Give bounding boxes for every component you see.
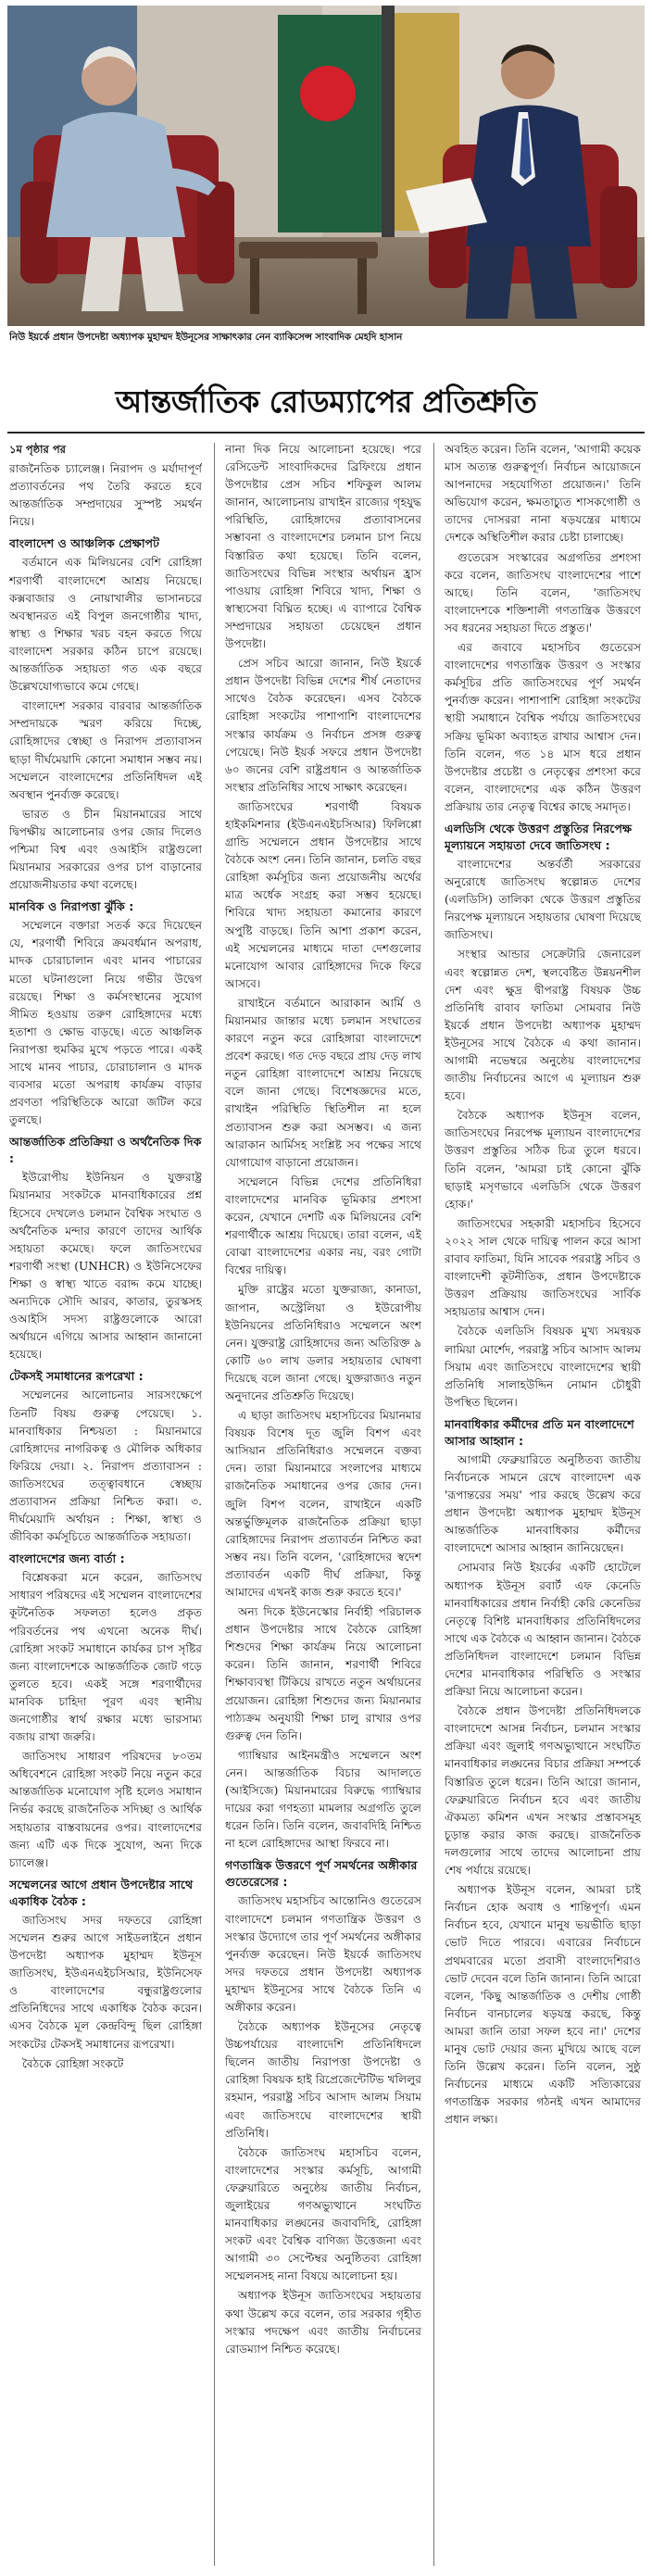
article-column-3 bbox=[445, 441, 641, 2568]
column-divider-2 bbox=[433, 443, 434, 2566]
paragraph: মুক্তি রাষ্ট্রের মতো যুক্তরাজ্য, কানাডা, জাপান, অস্ট্রেলিয়া ও ইউরোপীয় ইউনিয়নের প্রতিনিধিরাও সম্মেলনে অংশ নেন। যুক্তরাষ্ট্র রোহিঙ্গাদের জন্য অতিরিক্ত ৯ কোটি ৬০ লাখ ডলার সহায়তার ঘোষণা দিয়েছে বলে জানা গেছে। যুক্তরাজ্যও নতুন অনুদানের প্রতিশ্রুতি দিয়েছে। bbox=[225, 1283, 421, 1402]
subheading: বাংলাদেশ ও আঞ্চলিক প্রেক্ষাপট bbox=[9, 536, 159, 551]
paragraph: জাতিসংঘ সদর দফতরে রোহিঙ্গা সম্মেলন শুরুর আগে সাইডলাইনে প্রধান উপদেষ্টা অধ্যাপক মুহাম্মদ ইউনূস জাতিসংঘ, ইউএনএইচসিআর, ইউনিসেফ ও বাংলাদেশের বন্ধুরাষ্ট্রগুলোর প্রতিনিধিদের সাথে একাধিক বৈঠক করেন। এসব বৈঠকে মূল কেন্দ্রবিন্দু ছিল রোহিঙ্গা সংকটের টেকসই সমাধানের রূপরেখা। bbox=[9, 1913, 202, 2051]
paragraph: রাখাইনে বর্তমানে আরাকান আর্মি ও মিয়ানমার জান্তার মধ্যে চলমান সংঘাতের কারণে নতুন করে রোহিঙ্গারা বাংলাদেশে প্রবেশ করছে। গত দেড় বছরে প্রায় দেড় লাখ নতুন রোহিঙ্গা বাংলাদেশে আশ্রয় নিয়েছে বলে জানা গেছে। বিশেষজ্ঞদের মতে, রাখাইন পরিস্থিতি স্থিতিশীল না হলে প্রত্যাবাসন শুরু করা অসম্ভব। এ জন্য আরাকান আর্মিসহ সংশ্লিষ্ট সব পক্ষের সাথে যোগাযোগ বাড়ানো প্রয়োজন। bbox=[225, 996, 421, 1169]
headline: আন্তর্জাতিক রোডম্যাপের প্রতিশ্রুতি bbox=[115, 383, 537, 420]
paragraph: নানা দিক নিয়ে আলোচনা হয়েছে। পরে রেসিডেন্ট সাংবাদিকদের ব্রিফিংয়ে প্রধান উপদেষ্টার প্রেস সচিব শফিকুল আলম জানান, আলোচনায় রাখাইন রাজ্যের গৃহযুদ্ধ পরিস্থিতি, রোহিঙ্গাদের প্রত্যাবাসনের সম্ভাবনা ও বাংলাদেশের চলমান চাপ নিয়ে বিস্তারিত কথা হয়েছে। তিনি বলেন, জাতিসংঘের বিভিন্ন সংস্থার অর্থায়ন হ্রাস পাওয়ায় রোহিঙ্গা শিবিরে খাদ্য, শিক্ষা ও স্বাস্থ্যসেবা বিঘ্নিত হচ্ছে। এ ব্যাপারে বৈশ্বিক সম্প্রদায়ের সহায়তা চেয়েছেন প্রধান উপদেষ্টা। bbox=[225, 443, 421, 651]
subheading: এলডিসি থেকে উত্তরণ প্রস্তুতির নিরপেক্ষ মূল্যায়নে সহায়তা দেবে জাতিসংঘ : bbox=[445, 821, 633, 852]
paragraph: অবহিত করেন। তিনি বলেন, 'আগামী কয়েক মাস অত্যন্ত গুরুত্বপূর্ণ। নির্বাচন আয়োজনে আপনাদের সহযোগিতা প্রয়োজন।' তিনি অভিযোগ করেন, ক্ষমতাচ্যুত শাসকগোষ্ঠী ও তাদের দোসররা নানা ষড়যন্ত্রের মাধ্যমে দেশকে অস্থিতিশীল করার চেষ্টা চালাচ্ছে। bbox=[445, 443, 641, 545]
subheading: আন্তর্জাতিক প্রতিক্রিয়া ও অর্থনৈতিক দিক : bbox=[9, 1135, 202, 1166]
paragraph: গ্যাম্বিয়ার আইনমন্ত্রীও সম্মেলনে অংশ নেন। আন্তর্জাতিক বিচার আদালতে (আইসিজে) মিয়ানমারের বিরুদ্ধে গ্যাম্বিয়ার দায়ের করা গণহত্যা মামলার অগ্রগতি তুলে ধরেন তিনি। তিনি বলেন, জবাবদিহি নিশ্চিত না হলে রোহিঙ্গাদের আস্থা ফিরবে না। bbox=[225, 1748, 421, 1851]
paragraph: অধ্যাপক ইউনূস জাতিসংঘের সহায়তার কথা উল্লেখ করে বলেন, তার সরকার গৃহীত সংস্কার পদক্ষেপ এবং জাতীয় নির্বাচনের রোডম্যাপ নিশ্চিত করেছে। bbox=[225, 2289, 421, 2356]
flag-green bbox=[278, 15, 389, 232]
paragraph: সোমবার নিউ ইয়র্কের একটি হোটেলে অধ্যাপক ইউনূস রবার্ট এফ কেনেডি মানবাধিকারের প্রধান নির্বাহী কেরি কেনেডির নেতৃত্বে বিশিষ্ট মানবাধিকার প্রতিনিধিদলের সাথে এক বৈঠকে এ আহ্বান জানান। বৈঠকে প্রতিনিধিদল বাংলাদেশে চলমান বিভিন্ন দেশের মানবাধিকার পরিস্থিতি ও সংস্কার প্রক্রিয়া নিয়ে আলোচনা করেন। bbox=[445, 1561, 641, 1699]
subheading: মানবিক ও নিরাপত্তা ঝুঁকি : bbox=[9, 899, 134, 914]
paragraph: ভারত ও চীন মিয়ানমারের সাথে দ্বিপক্ষীয় আলোচনার ওপর জোর দিলেও পশ্চিমা বিশ্ব এবং ওআইসি রাষ্ট্রগুলো মিয়ানমার সরকারের ওপর চাপ বাড়ানোর প্রয়োজনীয়তার কথা বলেছে। bbox=[9, 807, 202, 892]
continued-label: ১ম পৃষ্ঠার পর bbox=[9, 443, 66, 456]
paragraph: সম্মেলনে বিভিন্ন দেশের প্রতিনিধিরা বাংলাদেশের মানবিক ভূমিকার প্রশংসা করেন, যেখানে দেশটি এক মিলিয়নের বেশি শরণার্থীকে আশ্রয় দিয়েছে। তারা বলেন, এই বোঝা বাংলাদেশের একার নয়, বরং গোটা বিশ্বের দায়িত্ব। bbox=[225, 1175, 421, 1277]
paragraph: ইউরোপীয় ইউনিয়ন ও যুক্তরাষ্ট্র মিয়ানমার সংকটকে মানবাধিকারের প্রশ্ন হিসেবে দেখলেও চলমান বৈশ্বিক সংঘাত ও অর্থনৈতিক মন্দার কারণে তাদের আর্থিক সহায়তা কমেছে। ফলে জাতিসংঘের শরণার্থী সংস্থা (UNHCR) ও ইউনিসেফের শিক্ষা ও স্বাস্থ্য খাতে বরাদ্দ কমে যাচ্ছে। অন্যদিকে সৌদি আরব, কাতার, তুরস্কসহ ওআইসি সদস্য রাষ্ট্রগুলোকে আরো অর্থায়নে এগিয়ে আসার আহ্বান জানানো হয়েছে। bbox=[9, 1171, 202, 1362]
subheading: মানবাধিকার কর্মীদের প্রতি মন বাংলাদেশে আসার আহ্বান : bbox=[445, 1416, 634, 1448]
column-divider-1 bbox=[214, 443, 215, 2566]
interview-photo-illustration bbox=[7, 6, 645, 326]
paragraph: সম্মেলনের আলোচনার সারসংক্ষেপে তিনটি বিষয় গুরুত্ব পেয়েছে। ১. মানবাধিকার নিশ্চয়তা : মিয়ানমারে রোহিঙ্গাদের নাগরিকত্ব ও মৌলিক অধিকার ফিরিয়ে দেয়া। ২. নিরাপদ প্রত্যাবাসন : জাতিসংঘের তত্ত্বাবধানে স্বেচ্ছায় প্রত্যাবাসন প্রক্রিয়া নিশ্চিত করা। ৩. দীর্ঘমেয়াদি অর্থায়ন : শিক্ষা, স্বাস্থ্য ও জীবিকা কর্মসূচিতে আন্তর্জাতিক সহায়তা। bbox=[9, 1389, 202, 1544]
paragraph: সংস্থার আন্ডার সেক্রেটারি জেনারেল এবং স্বল্পোন্নত দেশ, স্থলবেষ্টিত উন্নয়নশীল দেশ এবং ক্ষুদ্র দ্বীপরাষ্ট্র বিষয়ক উচ্চ প্রতিনিধি রাবাব ফাতিমা সোমবার নিউ ইয়র্কে প্রধান উপদেষ্টা অধ্যাপক মুহাম্মদ ইউনূসের সাথে বৈঠকে এ কথা জানান। আগামী নভেম্বরে অনুষ্ঠেয় বাংলাদেশের জাতীয় নির্বাচনের আগে এ মূল্যায়ন শুরু হবে। bbox=[445, 948, 641, 1103]
paragraph: অন্য দিকে ইউনেস্কোর নির্বাহী পরিচালক প্রধান উপদেষ্টার সাথে বৈঠকে রোহিঙ্গা শিশুদের শিক্ষা কার্যক্রম নিয়ে আলোচনা করেন। তিনি জানান, শরণার্থী শিবিরে শিক্ষাব্যবস্থা টিকিয়ে রাখতে নতুন অর্থায়নের প্রয়োজন। রোহিঙ্গা শিশুদের জন্য মিয়ানমার পাঠ্যক্রম অনুযায়ী শিক্ষা চালু রাখার ওপর গুরুত্ব দেন তিনি। bbox=[225, 1605, 421, 1742]
paragraph: বিশ্লেষকরা মনে করেন, জাতিসংঘ সাধারণ পরিষদের এই সম্মেলন বাংলাদেশের কূটনৈতিক সফলতা হলেও প্রকৃত পরিবর্তনের পথ এখনো অনেক দীর্ঘ। রোহিঙ্গা সংকট সমাধানে কার্যকর চাপ সৃষ্টির জন্য বাংলাদেশকে আন্তর্জাতিক জোট গড়ে তুলতে হবে। একই সঙ্গে শরণার্থীদের মানবিক চাহিদা পূরণ এবং স্থানীয় জনগোষ্ঠীর স্বার্থ রক্ষার মধ্যে ভারসাম্য বজায় রাখা জরুরি। bbox=[9, 1571, 202, 1744]
interview-photo bbox=[7, 6, 645, 326]
subheading: টেকসই সমাধানের রূপরেখা : bbox=[9, 1369, 144, 1384]
paragraph: জাতিসংঘ মহাসচিব আন্তোনিও গুতেরেস বাংলাদেশে চলমান গণতান্ত্রিক উত্তরণ ও সংস্কার উদ্যোগে তার পূর্ণ সমর্থনের অঙ্গীকার পুনর্ব্যক্ত করেছেন। নিউ ইয়র্কে জাতিসংঘ সদর দফতরে প্রধান উপদেষ্টা অধ্যাপক মুহাম্মদ ইউনূসের সাথে বৈঠকে তিনি এ অঙ্গীকার করেন। bbox=[225, 1894, 421, 2014]
paragraph: এর জবাবে মহাসচিব গুতেরেস বাংলাদেশের গণতান্ত্রিক উত্তরণ ও সংস্কার কর্মসূচির প্রতি জাতিসংঘের পূর্ণ সমর্থন পুনর্ব্যক্ত করেন। পাশাপাশি রোহিঙ্গা সংকটের স্থায়ী সমাধানে বৈশ্বিক পর্যায়ে জাতিসংঘের সক্রিয় ভূমিকা অব্যাহত রাখার আশ্বাস দেন। তিনি বলেন, গত ১৪ মাস ধরে প্রধান উপদেষ্টার প্রচেষ্টা ও নেতৃত্বের প্রশংসা করে বলেন, বাংলাদেশের এক কঠিন উত্তরণ প্রক্রিয়ায় তার নেতৃত্ব বিশ্বের কাছে সমাদৃত। bbox=[445, 641, 641, 813]
paragraph: প্রেস সচিব আরো জানান, নিউ ইয়র্কে প্রধান উপদেষ্টা বিভিন্ন দেশের শীর্ষ নেতাদের সাথেও বৈঠক করেছেন। এসব বৈঠকে রোহিঙ্গা সংকটের পাশাপাশি বাংলাদেশের সংস্কার কার্যক্রম ও নির্বাচন প্রসঙ্গ গুরুত্ব পেয়েছে। নিউ ইয়র্ক সফরে প্রধান উপদেষ্টা ৬০ জনের বেশি রাষ্ট্রপ্রধান ও আন্তর্জাতিক সংস্থার প্রতিনিধির সাথে সাক্ষাৎ করেছেন। bbox=[225, 657, 421, 794]
paragraph: বর্তমানে এক মিলিয়নের বেশি রোহিঙ্গা শরণার্থী বাংলাদেশে আশ্রয় নিয়েছে। কক্সবাজার ও নোয়াখালীর ভাসানচরে অবস্থানরত এই বিপুল জনগোষ্ঠীর খাদ্য, স্বাস্থ্য ও শিক্ষার খরচ বহন করতে গিয়ে বাংলাদেশ সরকার কঠিন চাপে রয়েছে। আন্তর্জাতিক সহায়তা গত এক বছরে উল্লেখযোগ্যভাবে কমে গেছে। bbox=[9, 556, 202, 694]
paragraph: বৈঠকে জাতিসংঘ মহাসচিব বলেন, বাংলাদেশের সংস্কার কর্মসূচি, আগামী ফেব্রুয়ারিতে অনুষ্ঠেয় জাতীয় নির্বাচন, জুলাইয়ের গণঅভ্যুত্থানে সংঘটিত মানবাধিকার লঙ্ঘনের জবাবদিহি, রোহিঙ্গা সংকট এবং বৈশ্বিক বাণিজ্য উত্তেজনা এবং আগামী ৩০ সেপ্টেম্বর অনুষ্ঠিতব্য রোহিঙ্গা সম্মেলনসহ নানা বিষয়ে আলোচনা হয়। bbox=[225, 2145, 421, 2283]
flag-red-disc bbox=[300, 66, 356, 121]
article-column-1 bbox=[9, 441, 202, 2568]
article-column-2 bbox=[225, 441, 421, 2568]
paragraph: গুতেরেস সংস্কারের অগ্রগতির প্রশংসা করে বলেন, জাতিসংঘ বাংলাদেশের পাশে আছে। তিনি বলেন, 'জাতিসংঘ বাংলাদেশকে শক্তিশালী গণতান্ত্রিক উত্তরণে সব ধরনের সহায়তা দিতে প্রস্তুত।' bbox=[445, 550, 641, 635]
paragraph: অধ্যাপক ইউনূস বলেন, আমরা চাই নির্বাচন হোক অবাধ ও শান্তিপূর্ণ। এমন নির্বাচন হবে, যেখানে মানুষ ভয়ভীতি ছাড়া ভোট দিতে পারবে। এবারের নির্বাচনে প্রথমবারের মতো প্রবাসী বাংলাদেশিরাও ভোট দেবেন বলে তিনি জানান। তিনি আরো বলেন, 'কিছু আন্তর্জাতিক ও দেশীয় গোষ্ঠী নির্বাচন বানচালের ষড়যন্ত্র করছে, কিন্তু আমরা জানি তারা সফল হবে না।' দেশের মানুষ ভোট দেয়ার জন্য মুখিয়ে আছে বলে তিনি উল্লেখ করেন। তিনি বলেন, সুষ্ঠু নির্বাচনের মাধ্যমে একটি সত্যিকারের গণতান্ত্রিক সরকার গঠনই এখন আমাদের প্রধান লক্ষ্য। bbox=[445, 1883, 641, 2127]
paragraph: বাংলাদেশ সরকার বারবার আন্তর্জাতিক সম্প্রদায়কে স্মরণ করিয়ে দিচ্ছে, রোহিঙ্গাদের স্বেচ্ছা ও নিরাপদ প্রত্যাবাসন ছাড়া দীর্ঘমেয়াদি কোনো সমাধান সম্ভব নয়। সম্মেলনে বাংলাদেশের প্রতিনিধিদল এই অবস্থান পুনর্ব্যক্ত করেছে। bbox=[9, 699, 202, 801]
paragraph: বৈঠকে প্রধান উপদেষ্টা প্রতিনিধিদলকে বাংলাদেশে আসন্ন নির্বাচন, চলমান সংস্কার প্রক্রিয়া এবং জুলাই গণঅভ্যুত্থানে সংঘটিত মানবাধিকার লঙ্ঘনের বিচার প্রক্রিয়া সম্পর্কে বিস্তারিত তুলে ধরেন। তিনি আরো জানান, ফেব্রুয়ারিতে নির্বাচন হবে এবং জাতীয় ঐকমত্য কমিশন এখন সংস্কার প্রস্তাবসমূহ চূড়ান্ত করার কাজ করছে। রাজনৈতিক দলগুলোর সাথে তাদের আলোচনা প্রায় শেষ পর্যায়ে রয়েছে। bbox=[445, 1704, 641, 1878]
paragraph: আগামী ফেব্রুয়ারিতে অনুষ্ঠিতব্য জাতীয় নির্বাচনকে সামনে রেখে বাংলাদেশ এক 'রূপান্তরের সময়' পার করছে উল্লেখ করে প্রধান উপদেষ্টা অধ্যাপক মুহাম্মদ ইউনূস আন্তর্জাতিক মানবাধিকার কর্মীদের বাংলাদেশে আসার আহ্বান জানিয়েছেন। bbox=[445, 1452, 641, 1555]
paragraph: জাতিসংঘের শরণার্থী বিষয়ক হাইকমিশনার (ইউএনএইচসিআর) ফিলিপ্পো গ্রান্ডি সম্মেলনে প্রধান উপদেষ্টার সাথে বৈঠকে অংশ নেন। তিনি জানান, চলতি বছর রোহিঙ্গা কর্মসূচির জন্য প্রয়োজনীয় অর্থের মাত্র অর্ধেক সংগ্রহ করা সম্ভব হয়েছে। শিবিরে খাদ্য সহায়তা কমানোর কারণে অপুষ্টি বাড়ছে। তিনি আশা প্রকাশ করেন, এই সম্মেলনের মাধ্যমে দাতা দেশগুলোর মনোযোগ আবার রোহিঙ্গাদের দিকে ফিরে আসবে। bbox=[225, 799, 421, 990]
paragraph: সম্মেলনে বক্তারা সতর্ক করে দিয়েছেন যে, শরণার্থী শিবিরে ক্রমবর্ধমান অপরাধ, মাদক চোরাচালান এবং মানব পাচারের মতো ঘটনাগুলো নিয়ে গভীর উদ্বেগ রয়েছে। শিক্ষা ও কর্মসংস্থানের সুযোগ সীমিত হওয়ায় তরুণ রোহিঙ্গাদের মধ্যে হতাশা ও ক্ষোভ বাড়ছে। এতে আঞ্চলিক নিরাপত্তা হুমকির মুখে পড়তে পারে। একই সাথে মানব পাচার, চোরাচালান ও মাদক ব্যবসার মতো অপরাধ কার্যক্রম বাড়ার প্রবণতা পরিস্থিতিকে আরো জটিল করে তুলছে। bbox=[9, 919, 202, 1127]
subheading: গণতান্ত্রিক উত্তরণে পূর্ণ সমর্থনের অঙ্গীকার গুতেরেসের : bbox=[225, 1858, 418, 1890]
paragraph: রাজনৈতিক চ্যালেঞ্জ। নিরাপদ ও মর্যাদাপূর্ণ প্রত্যাবর্তনের পথ তৈরি করতে হবে আন্তর্জাতিক সম্প্রদায়ের সুস্পষ্ট সমর্থন নিয়ে। bbox=[9, 462, 202, 529]
paragraph: জাতিসংঘের সহকারী মহাসচিব হিসেবে ২০২২ সাল থেকে দায়িত্ব পালন করে আসা রাবাব ফাতিমা, যিনি সাবেক পররাষ্ট্র সচিব ও বাংলাদেশী কূটনীতিক, প্রধান উপদেষ্টাকে উত্তরণ প্রক্রিয়ায় জাতিসংঘের সার্বিক সহায়তার আশ্বাস দেন। bbox=[445, 1216, 641, 1319]
paragraph: জাতিসংঘ সাধারণ পরিষদের ৮০তম অধিবেশনে রোহিঙ্গা সংকট নিয়ে নতুন করে আন্তর্জাতিক মনোযোগ সৃষ্টি হলেও সমাধান নির্ভর করছে রাজনৈতিক সদিচ্ছা ও আর্থিক সহায়তার বাস্তবায়নের ওপর। বাংলাদেশের জন্য এটি এক দিকে সুযোগ, অন্য দিকে চ্যালেঞ্জ। bbox=[9, 1750, 202, 1869]
paragraph: বাংলাদেশের অন্তর্বর্তী সরকারের অনুরোধে জাতিসংঘ স্বল্পোন্নত দেশের (এলডিসি) তালিকা থেকে উত্তরণ প্রস্তুতির নিরপেক্ষ মূল্যায়নে সহায়তার ঘোষণা দিয়েছে জাতিসংঘ। bbox=[445, 857, 641, 942]
paragraph: বৈঠকে এলডিসি বিষয়ক মুখ্য সমন্বয়ক লামিয়া মোর্শেদ, পররাষ্ট্র সচিব আসাদ আলম সিয়াম এবং জাতিসংঘে বাংলাদেশের স্থায়ী প্রতিনিধি সালাহউদ্দিন নোমান চৌধুরী উপস্থিত ছিলেন। bbox=[445, 1325, 641, 1409]
paragraph: বৈঠকে অধ্যাপক ইউনূসের নেতৃত্বে উচ্চপর্যায়ের বাংলাদেশি প্রতিনিধিদলে ছিলেন জাতীয় নিরাপত্তা উপদেষ্টা ও রোহিঙ্গা বিষয়ক হাই রিপ্রেজেন্টেটিভ খলিলুর রহমান, পররাষ্ট্র সচিব আসাদ আলম সিয়াম এবং জাতিসংঘে বাংলাদেশের স্থায়ী প্রতিনিধি। bbox=[225, 2020, 421, 2140]
headline-rule bbox=[7, 432, 645, 434]
subheading: বাংলাদেশের জন্য বার্তা : bbox=[9, 1552, 125, 1566]
paragraph: বৈঠকে অধ্যাপক ইউনূস বলেন, জাতিসংঘের নিরপেক্ষ মূল্যায়ন বাংলাদেশের উত্তরণ প্রস্তুতির সঠিক চিত্র তুলে ধরবে। তিনি বলেন, 'আমরা চাই কোনো ঝুঁকি ছাড়াই মসৃণভাবে এলডিসি থেকে উত্তরণ হোক।' bbox=[445, 1109, 641, 1211]
photo-caption: নিউ ইয়র্কে প্রধান উপদেষ্টা অধ্যাপক মুহাম্মদ ইউনূসের সাক্ষাৎকার নেন ব্যাকিসেন্স সাংবাদিক মেহদি হাসান bbox=[9, 332, 403, 343]
paragraph: বৈঠকে রোহিঙ্গা সংকটে bbox=[22, 2056, 124, 2070]
paragraph: এ ছাড়া জাতিসংঘ মহাসচিবের মিয়ানমার বিষয়ক বিশেষ দূত জুলি বিশপ এবং আসিয়ান প্রতিনিধিরাও সম্মেলনে বক্তব্য দেন। তারা মিয়ানমারে সংলাপের মাধ্যমে রাজনৈতিক সমাধানের ওপর জোর দেন। জুলি বিশপ বলেন, রাখাইনে একটি অন্তর্ভুক্তিমূলক রাজনৈতিক প্রক্রিয়া ছাড়া রোহিঙ্গাদের নিরাপদ প্রত্যাবর্তন নিশ্চিত করা সম্ভব নয়। তিনি বলেন, 'রোহিঙ্গাদের স্বদেশ প্রত্যাবর্তন একটি দীর্ঘ প্রক্রিয়া, কিন্তু আমাদের এখনই কাজ শুরু করতে হবে।' bbox=[225, 1409, 421, 1599]
subheading: সম্মেলনের আগে প্রধান উপদেষ্টার সাথে একাধিক বৈঠক : bbox=[9, 1877, 194, 1908]
